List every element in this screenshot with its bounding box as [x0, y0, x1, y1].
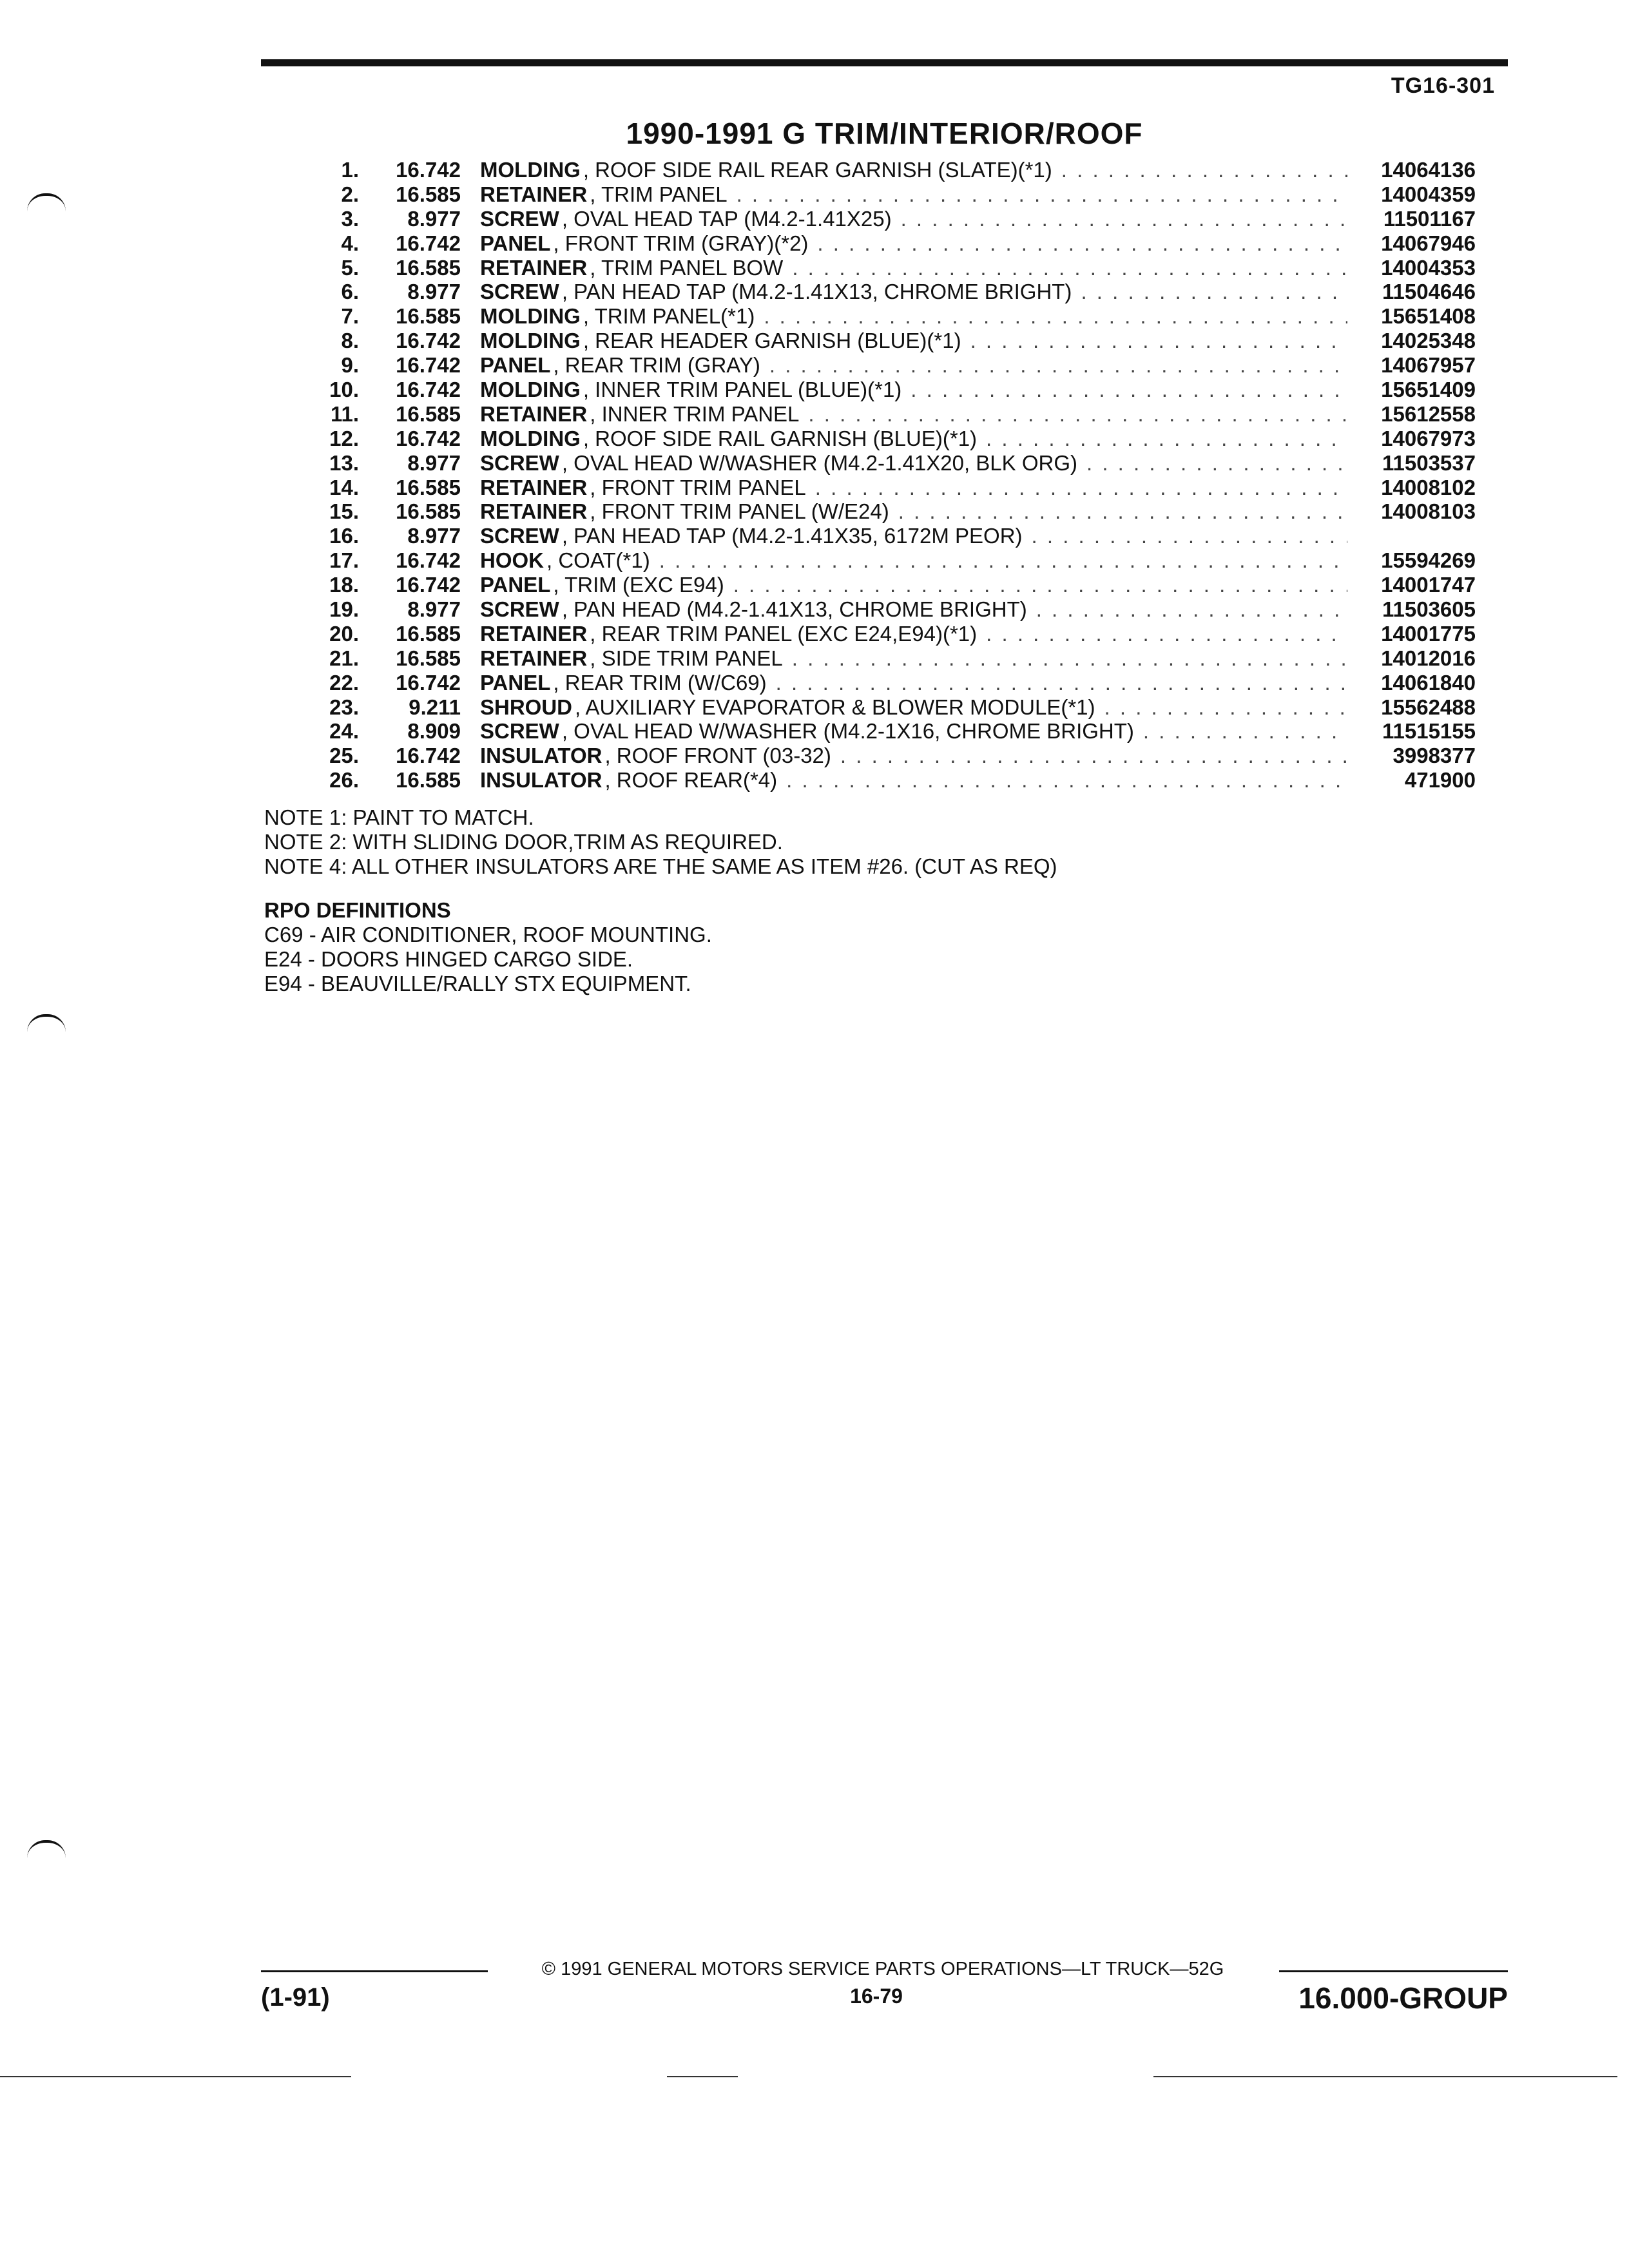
part-row	[284, 451, 1476, 476]
group-number: 16.585	[396, 499, 461, 524]
dot-leader	[911, 378, 1347, 402]
part-description: , COAT(*1)	[546, 548, 650, 573]
item-number: 8.	[341, 329, 359, 353]
part-number: 11503605	[1382, 597, 1476, 622]
group-number: 8.977	[407, 524, 461, 548]
dot-leader	[1143, 719, 1347, 744]
part-number: 11501167	[1383, 206, 1476, 231]
part-name: MOLDING	[480, 158, 581, 182]
part-number: 14004353	[1381, 255, 1476, 280]
group-number: 16.742	[396, 378, 461, 402]
group-number: 16.742	[396, 573, 461, 597]
part-number: 14004359	[1381, 182, 1476, 206]
part-number: 14008102	[1381, 475, 1476, 499]
part-name: RETAINER	[480, 499, 588, 524]
group-number: 16.742	[396, 231, 461, 255]
part-number: 15651409	[1381, 378, 1476, 402]
group-number: 16.585	[396, 646, 461, 670]
part-description: , INNER TRIM PANEL (BLUE)(*1)	[583, 378, 902, 402]
group-number: 8.977	[407, 206, 461, 231]
part-row	[284, 499, 1476, 524]
dot-leader	[901, 207, 1347, 231]
group-number: 16.742	[396, 158, 461, 182]
part-number: 15594269	[1381, 548, 1476, 573]
footer-rule-right	[1279, 1970, 1508, 1972]
part-name: MOLDING	[480, 304, 581, 329]
part-name: PANEL	[480, 353, 551, 378]
part-description: , PAN HEAD TAP (M4.2-1.41X13, CHROME BRIGHT)	[561, 280, 1072, 304]
dot-leader	[737, 182, 1347, 207]
dot-leader	[986, 427, 1347, 451]
header-rule	[261, 59, 1508, 66]
part-name: SCREW	[480, 524, 559, 548]
part-description: , REAR TRIM (GRAY)	[553, 353, 760, 378]
dot-leader	[970, 329, 1347, 353]
dot-leader	[769, 353, 1347, 378]
binder-hole-mark	[27, 1014, 66, 1032]
group-number: 16.585	[396, 401, 461, 426]
part-name: RETAINER	[480, 621, 588, 646]
part-name: SHROUD	[480, 695, 573, 719]
part-description: , FRONT TRIM PANEL	[590, 475, 806, 499]
page-number: 16-79	[850, 1984, 903, 2008]
part-name: SCREW	[480, 597, 559, 622]
part-name: RETAINER	[480, 401, 588, 426]
group-number: 16.742	[396, 329, 461, 353]
scan-edge-line	[0, 2076, 351, 2077]
part-number: 14067973	[1381, 426, 1476, 450]
part-name: SCREW	[480, 719, 559, 744]
note-line: NOTE 1: PAINT TO MATCH.	[264, 805, 534, 829]
part-row	[284, 597, 1476, 622]
notes-section	[264, 805, 1057, 879]
group-number: 16.742	[396, 548, 461, 573]
rpo-item: E24 - DOORS HINGED CARGO SIDE.	[264, 947, 633, 971]
item-number: 1.	[341, 158, 359, 182]
item-number: 7.	[341, 304, 359, 329]
part-row	[284, 207, 1476, 231]
item-number: 11.	[330, 401, 359, 426]
dot-leader	[840, 744, 1347, 768]
dot-leader	[1061, 158, 1347, 182]
item-number: 24.	[329, 719, 359, 744]
part-number: 14001775	[1381, 621, 1476, 646]
item-number: 23.	[329, 695, 359, 719]
part-description: , TRIM PANEL BOW	[590, 255, 784, 280]
part-name: PANEL	[480, 231, 551, 255]
dot-leader	[1104, 695, 1347, 720]
edition-date: (1-91)	[261, 1983, 330, 2012]
part-row	[284, 524, 1476, 548]
dot-leader	[815, 476, 1347, 500]
part-description: , OVAL HEAD W/WASHER (M4.2-1.41X20, BLK ORG)	[561, 450, 1077, 475]
part-name: SCREW	[480, 450, 559, 475]
part-number: 15612558	[1381, 401, 1476, 426]
dot-leader	[808, 402, 1347, 427]
part-name: PANEL	[480, 670, 551, 695]
part-row	[284, 304, 1476, 329]
part-description: , ROOF SIDE RAIL GARNISH (BLUE)(*1)	[583, 426, 978, 450]
part-description: , ROOF REAR(*4)	[604, 768, 778, 793]
item-number: 14.	[329, 475, 359, 499]
group-number: 16.742	[396, 670, 461, 695]
part-description: , REAR HEADER GARNISH (BLUE)(*1)	[583, 329, 961, 353]
part-description: , PAN HEAD TAP (M4.2-1.41X35, 6172M PEOR)	[561, 524, 1023, 548]
part-number: 3998377	[1393, 744, 1476, 768]
note-line: NOTE 4: ALL OTHER INSULATORS ARE THE SAME AS ITEM #26. (CUT AS REQ)	[264, 854, 1057, 878]
part-number: 15562488	[1381, 695, 1476, 719]
dot-leader	[817, 231, 1347, 256]
scan-edge-line	[667, 2076, 738, 2077]
group-number: 16.742	[396, 353, 461, 378]
part-row	[284, 671, 1476, 695]
part-name: SCREW	[480, 280, 559, 304]
rpo-item: E94 - BEAUVILLE/RALLY STX EQUIPMENT.	[264, 972, 691, 995]
group-number: 16.585	[396, 768, 461, 793]
item-number: 18.	[329, 573, 359, 597]
item-number: 9.	[341, 353, 359, 378]
part-name: PANEL	[480, 573, 551, 597]
part-description: , TRIM PANEL	[590, 182, 728, 206]
item-number: 25.	[329, 744, 359, 768]
part-row	[284, 231, 1476, 256]
item-number: 26.	[329, 768, 359, 793]
part-number: 14067946	[1381, 231, 1476, 255]
document-code: TG16-301	[1391, 73, 1495, 98]
group-number: 16.585	[396, 182, 461, 206]
part-number: 14064136	[1381, 158, 1476, 182]
part-row	[284, 476, 1476, 500]
part-number: 11515155	[1382, 719, 1476, 744]
dot-leader	[792, 646, 1347, 671]
item-number: 5.	[341, 255, 359, 280]
dot-leader	[786, 768, 1347, 793]
part-description: , PAN HEAD (M4.2-1.41X13, CHROME BRIGHT)	[561, 597, 1027, 622]
item-number: 22.	[329, 670, 359, 695]
part-description: , FRONT TRIM (GRAY)(*2)	[553, 231, 809, 255]
part-name: MOLDING	[480, 426, 581, 450]
group-number: 16.585	[396, 255, 461, 280]
item-number: 19.	[329, 597, 359, 622]
part-row	[284, 427, 1476, 451]
item-number: 12.	[329, 426, 359, 450]
part-row	[284, 768, 1476, 793]
part-row	[284, 622, 1476, 646]
part-number: 471900	[1404, 768, 1476, 793]
group-number: 16.742	[396, 744, 461, 768]
rpo-heading: RPO DEFINITIONS	[264, 898, 451, 922]
copyright-line: © 1991 GENERAL MOTORS SERVICE PARTS OPERATIONS—LT TRUCK—52G	[541, 1959, 1224, 1979]
item-number: 6.	[341, 280, 359, 304]
part-row	[284, 402, 1476, 427]
part-number: 15651408	[1381, 304, 1476, 329]
part-row	[284, 158, 1476, 182]
part-row	[284, 573, 1476, 597]
dot-leader	[986, 622, 1347, 646]
item-number: 16.	[329, 524, 359, 548]
dot-leader	[792, 256, 1347, 280]
part-row	[284, 353, 1476, 378]
item-number: 17.	[329, 548, 359, 573]
part-name: RETAINER	[480, 255, 588, 280]
part-number: 14008103	[1381, 499, 1476, 524]
part-row	[284, 695, 1476, 720]
binder-hole-mark	[27, 193, 66, 211]
part-description: , ROOF FRONT (03-32)	[604, 744, 831, 768]
part-name: RETAINER	[480, 182, 588, 206]
item-number: 20.	[329, 621, 359, 646]
part-description: , INNER TRIM PANEL	[590, 401, 800, 426]
group-number: 16.585	[396, 621, 461, 646]
parts-list	[284, 158, 1476, 793]
part-description: , TRIM PANEL(*1)	[583, 304, 755, 329]
dot-leader	[1086, 451, 1347, 476]
part-row	[284, 329, 1476, 353]
part-row	[284, 548, 1476, 573]
footer-rule-left	[261, 1970, 488, 1972]
part-description: , REAR TRIM PANEL (EXC E24,E94)(*1)	[590, 621, 978, 646]
part-row	[284, 378, 1476, 402]
dot-leader	[764, 304, 1347, 329]
item-number: 21.	[329, 646, 359, 670]
part-name: MOLDING	[480, 329, 581, 353]
part-row	[284, 256, 1476, 280]
dot-leader	[1032, 524, 1347, 548]
part-name: RETAINER	[480, 475, 588, 499]
page-title: 1990-1991 G TRIM/INTERIOR/ROOF	[626, 117, 1143, 150]
part-row	[284, 280, 1476, 304]
part-number: 14012016	[1381, 646, 1476, 670]
dot-leader	[776, 671, 1347, 695]
item-number: 4.	[341, 231, 359, 255]
part-description: , AUXILIARY EVAPORATOR & BLOWER MODULE(*1)	[575, 695, 1095, 719]
part-description: , SIDE TRIM PANEL	[590, 646, 783, 670]
part-row	[284, 744, 1476, 768]
group-label: 16.000-GROUP	[1298, 1981, 1508, 2015]
binder-hole-mark	[27, 1840, 66, 1858]
part-number: 11503537	[1382, 450, 1476, 475]
dot-leader	[1036, 597, 1347, 622]
part-description: , FRONT TRIM PANEL (W/E24)	[590, 499, 889, 524]
group-number: 8.977	[407, 450, 461, 475]
dot-leader	[898, 499, 1347, 524]
group-number: 8.977	[407, 597, 461, 622]
item-number: 13.	[329, 450, 359, 475]
part-name: INSULATOR	[480, 768, 602, 793]
group-number: 8.977	[407, 280, 461, 304]
part-name: RETAINER	[480, 646, 588, 670]
part-number: 14067957	[1381, 353, 1476, 378]
note-line: NOTE 2: WITH SLIDING DOOR,TRIM AS REQUIRED.	[264, 830, 783, 854]
rpo-definitions	[264, 898, 712, 996]
item-number: 2.	[341, 182, 359, 206]
group-number: 9.211	[409, 695, 461, 719]
item-number: 3.	[341, 206, 359, 231]
part-name: HOOK	[480, 548, 544, 573]
rpo-item: C69 - AIR CONDITIONER, ROOF MOUNTING.	[264, 923, 712, 947]
part-name: MOLDING	[480, 378, 581, 402]
scan-edge-line	[1153, 2076, 1617, 2077]
group-number: 16.585	[396, 304, 461, 329]
dot-leader	[733, 573, 1347, 597]
item-number: 10.	[329, 378, 359, 402]
part-number: 14025348	[1381, 329, 1476, 353]
part-row	[284, 719, 1476, 744]
dot-leader	[659, 548, 1347, 573]
dot-leader	[1081, 280, 1347, 304]
part-name: INSULATOR	[480, 744, 602, 768]
part-row	[284, 182, 1476, 207]
part-name: SCREW	[480, 206, 559, 231]
part-description: , OVAL HEAD W/WASHER (M4.2-1X16, CHROME BRIGHT)	[561, 719, 1134, 744]
part-row	[284, 646, 1476, 671]
part-number: 14001747	[1381, 573, 1476, 597]
part-description: , OVAL HEAD TAP (M4.2-1.41X25)	[561, 206, 892, 231]
item-number: 15.	[329, 499, 359, 524]
part-description: , ROOF SIDE RAIL REAR GARNISH (SLATE)(*1)	[583, 158, 1052, 182]
part-description: , TRIM (EXC E94)	[553, 573, 724, 597]
part-number: 14061840	[1381, 670, 1476, 695]
part-number: 11504646	[1382, 280, 1476, 304]
group-number: 16.585	[396, 475, 461, 499]
group-number: 8.909	[407, 719, 461, 744]
group-number: 16.742	[396, 426, 461, 450]
part-description: , REAR TRIM (W/C69)	[553, 670, 767, 695]
